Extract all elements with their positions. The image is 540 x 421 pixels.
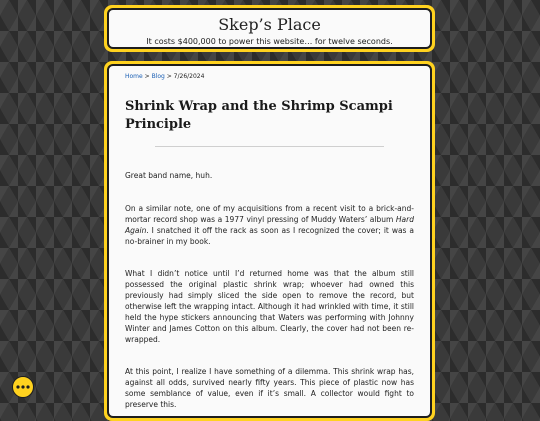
post-title: Shrink Wrap and the Shrimp Scampi Principle <box>125 99 393 132</box>
post-paragraph: What I didn’t notice until I’d returned home was that the album still possessed the original plastic shrink wrap; whoever had owned this previously had simply sliced the side open to remove the record, but otherwise left the wrapping intact. Although it had wrinkled with time, it still held the hype stickers announcing that Waters was performing with Johnny Winter and James Cotton on this album. Clearly, the cover had not been re-wrapped. <box>125 269 414 344</box>
breadcrumb <box>125 72 414 82</box>
album-title-emphasis: Hard Again <box>125 215 414 235</box>
breadcrumb-separator: > <box>142 73 152 80</box>
site-header-panel <box>107 8 432 49</box>
paragraph-text: On a similar note, one of my acquisitions from a recent visit to a brick-and-mortar record shop was a 1977 vinyl pressing of Muddy Waters’ album <box>125 204 414 224</box>
post-paragraph: At this point, I realize I have something of a dilemma. This shrink wrap has, against all odds, survived nearly fifty years. This piece of plastic now has some semblance of value, even if it’s small. A collector would fight to preserve this. <box>125 367 414 409</box>
post-paragraph: Great band name, huh. <box>125 171 213 180</box>
title-divider <box>155 146 384 147</box>
article-panel <box>107 64 432 418</box>
more-options-button[interactable] <box>12 376 34 398</box>
paragraph-text: . I snatched it off the rack as soon as I recognized the cover; it was a no-brainer in my book. <box>125 226 414 246</box>
site-tagline: It costs $400,000 to power this website… for twelve seconds. <box>146 37 393 46</box>
breadcrumb-date: 7/26/2024 <box>173 73 205 80</box>
breadcrumb-separator: > <box>164 73 174 80</box>
article-container <box>104 61 435 421</box>
post-body <box>125 170 414 410</box>
site-header <box>104 5 435 52</box>
site-title[interactable]: Skep’s Place <box>218 15 321 34</box>
more-horizontal-icon <box>16 385 30 389</box>
breadcrumb-blog-link[interactable]: Blog <box>151 73 165 80</box>
post-paragraph <box>125 203 414 247</box>
breadcrumb-home-link[interactable]: Home <box>125 73 143 80</box>
